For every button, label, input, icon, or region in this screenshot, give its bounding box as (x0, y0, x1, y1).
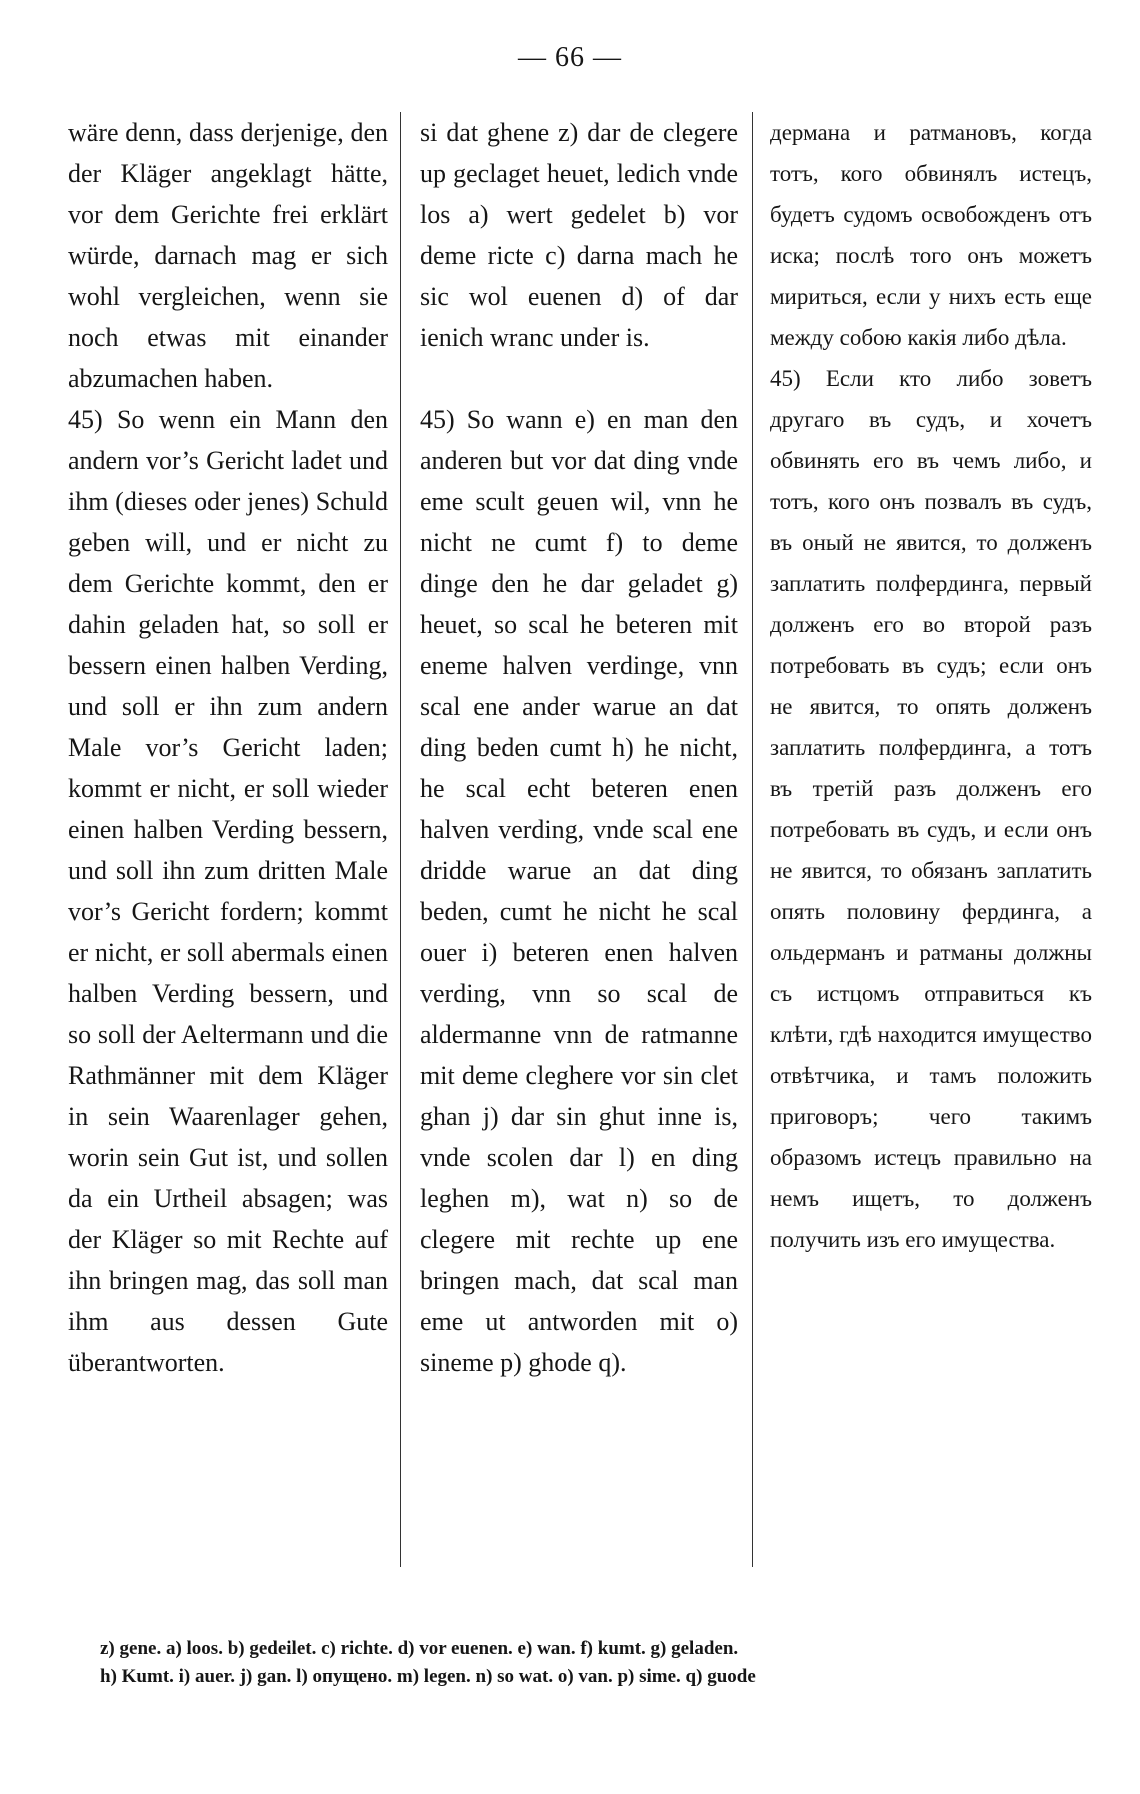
low-german-paragraph-1: si dat ghene z) dar de clegere up geclaget heuet, ledich vnde los a) wert gedelet b) vor deme ricte c) darna mach he sic wol euenen d) of dar ienich wranc under is. (420, 118, 738, 352)
low-german-column (420, 112, 738, 1383)
russian-paragraph-2: 45) Если кто либо зоветъ другаго въ судъ, и хочетъ обвинять его въ чемъ либо, и тотъ, кого онъ позвалъ въ судъ, въ оный не явится, то долженъ заплатить полфердинга, первый долженъ его во второй разъ потребовать въ судъ; если онъ не явится, то опять долженъ заплатить полфердинга, а тотъ въ третій разъ долженъ его потребовать въ судъ, и если онъ не явится, то обязанъ заплатить опять половину фердинга, а ольдерманъ и ратманы должны съ истцомъ отправиться къ клѣти, гдѣ находится имущество отвѣтчика, и тамъ положить приговоръ; чего такимъ образомъ истецъ правильно на немъ ищетъ, то долженъ получить изъ его имущества. (770, 366, 1092, 1252)
column-divider-right (752, 112, 753, 1567)
low-german-paragraph-2: 45) So wann e) en man den anderen but vor dat ding vnde eme scult geuen wil, vnn he nicht ne cumt f) to deme dinge den he dar geladet g) heuet, so scal he beteren mit eneme halven verdinge, vnn scal ene ander warue an dat ding beden cumt h) he nicht, he scal echt beteren enen halven verding, vnde scal ene dridde warue an dat ding beden, cumt he nicht he scal ouer i) beteren enen halven verding, vnn so scal de aldermanne vnn de ratmanne mit deme cleghere vor sin clet ghan j) dar sin ghut inne is, vnde scolen dar l) en ding leghen m), wat n) so de clegere mit rechte up ene bringen mach, dat scal man eme ut antworden mit o) sineme p) ghode q). (420, 405, 738, 1377)
page-number: — 66 — (518, 42, 622, 73)
german-paragraph-2: 45) So wenn ein Mann den andern vor’s Gericht ladet und ihm (dieses oder jenes) Schuld geben will, und er nicht zu dem Gerichte kommt, den er dahin geladen hat, so soll er bessern einen halben Verding, und soll er ihn zum andern Male vor’s Gericht laden; kommt er nicht, er soll wieder einen halben Verding bessern, und soll ihn zum dritten Male vor’s Gericht fordern; kommt er nicht, er soll abermals einen halben Verding bessern, und so soll der Aeltermann und die Rathmänner mit dem Kläger in sein Waarenlager gehen, worin sein Gut ist, und sollen da ein Urtheil absagen; was der Kläger so mit Rechte auf ihn bringen mag, das soll man ihm aus dessen Gute überantworten. (68, 405, 388, 1377)
footnote-line-2: h) Kumt. i) auer. j) gan. l) опущено. m) legen. n) so wat. o) van. p) sime. q) guode (100, 1666, 756, 1687)
german-paragraph-1: wäre denn, dass derjenige, den der Kläger angeklagt hätte, vor dem Gerichte frei erklärt würde, darnach mag er sich wohl vergleichen, wenn sie noch etwas mit einander abzumachen haben. (68, 118, 388, 393)
footnote-line-1: z) gene. a) loos. b) gedeilet. c) richte. d) vor euenen. e) wan. f) kumt. g) geladen. (100, 1638, 739, 1659)
russian-paragraph-1: дермана и ратмановъ, когда тотъ, кого обвинялъ истецъ, будетъ судомъ освобожденъ отъ иска; послѣ того онъ можетъ мириться, если у нихъ есть еще между собою какія либо дѣла. (770, 120, 1092, 350)
german-column (68, 112, 388, 1383)
russian-column (770, 112, 1092, 1260)
footnotes (100, 1635, 1080, 1691)
column-divider-left (400, 112, 401, 1567)
